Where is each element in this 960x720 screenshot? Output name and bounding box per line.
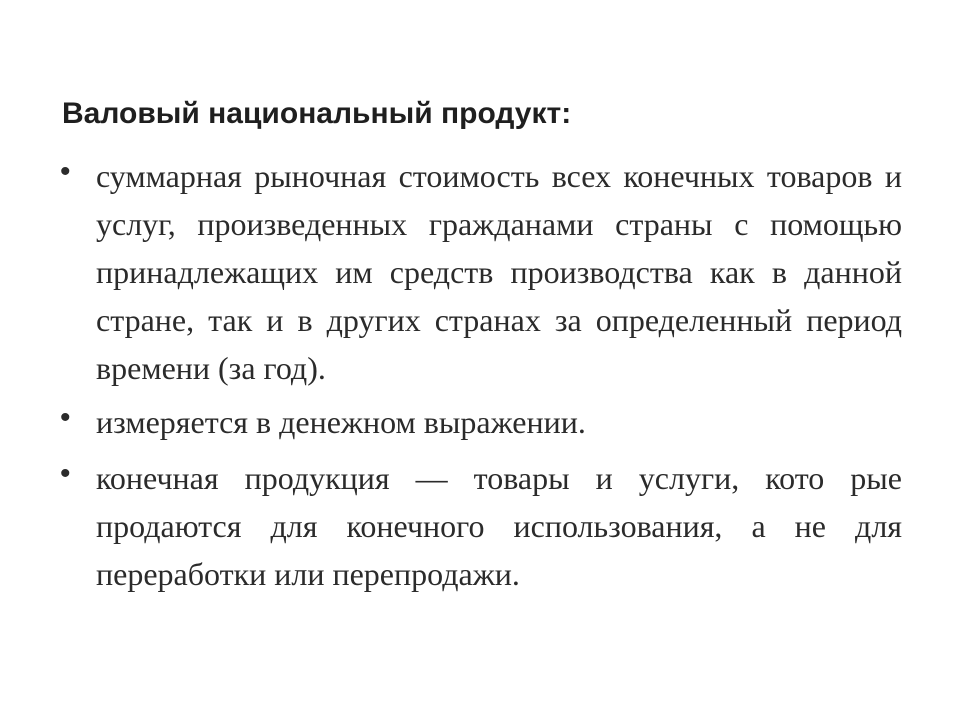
slide-heading: Валовый национальный продукт: bbox=[62, 97, 572, 130]
bullet-text: измеряется в денежном выражении. bbox=[96, 404, 586, 440]
bullet-text: суммарная рыночная стоимость всех конечных товаров и услуг, произведенных гражданами страны с помощью принадлежащих им средств производства как в данной стране, так и в других странах за определенный период времени (за год). bbox=[96, 158, 902, 386]
bullet-dot-icon: • bbox=[60, 457, 71, 490]
bullet-dot-icon: • bbox=[60, 155, 71, 188]
bullet-item bbox=[60, 152, 902, 392]
bullet-dot-icon: • bbox=[60, 401, 71, 434]
bullet-item bbox=[60, 454, 902, 598]
bullet-list bbox=[60, 152, 902, 604]
bullet-item bbox=[60, 398, 902, 446]
bullet-text: конечная продукция — товары и услуги, кото рые продаются для конечного использования, а не для переработки или перепродажи. bbox=[96, 460, 902, 592]
